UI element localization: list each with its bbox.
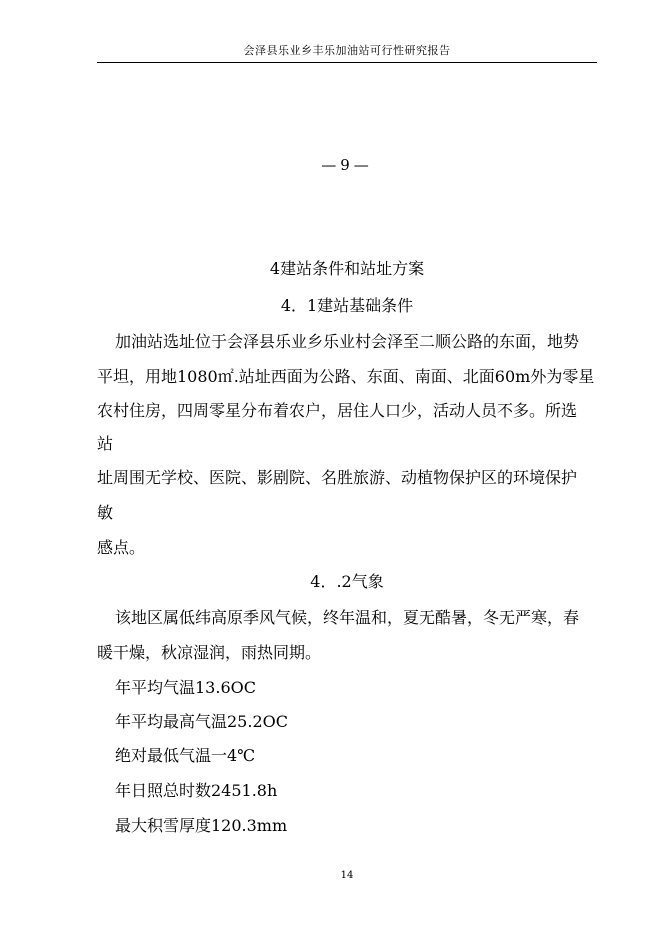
paragraph-line: 平坦，用地1080㎡.站址西面为公路、东面、南面、北面60m外为零星: [97, 367, 595, 386]
paragraph-line: 感点。: [97, 538, 146, 557]
paragraph-line: 暖干燥，秋凉湿润，雨热同期。: [97, 643, 322, 662]
climate-item: 年平均气温13.6OC: [115, 678, 256, 697]
subsection-title-basic-conditions: 4．1建站基础条件: [280, 296, 414, 315]
paragraph-line: 址周围无学校、医院、影剧院、名胜旅游、动植物保护区的环境保护: [97, 468, 578, 487]
subsection-title-climate: 4．.2气象: [310, 572, 384, 591]
paragraph-line: 农村住房，四周零星分布着农户，居住人口少，活动人员不多。所选: [97, 401, 578, 420]
running-header: 会泽县乐业乡丰乐加油站可行性研究报告: [243, 44, 451, 57]
climate-item: 年平均最高气温25.2OC: [115, 712, 288, 731]
paragraph-line: 敏: [97, 503, 114, 522]
header-rule: [97, 62, 597, 63]
page-number: 14: [340, 870, 354, 881]
paragraph-line: 站: [97, 434, 114, 453]
climate-item: 最大积雪厚度120.3mm: [115, 816, 288, 835]
climate-item: 年日照总时数2451.8h: [115, 781, 278, 800]
climate-item: 绝对最低气温一4℃: [115, 746, 256, 765]
paragraph-line: 该地区属低纬高原季风气候，终年温和，夏无酷暑，冬无严寒，春: [115, 608, 580, 627]
paragraph-line: 加油站选址位于会泽县乐业乡乐业村会泽至二顺公路的东面，地势: [115, 332, 580, 351]
page-marker: —9—: [321, 156, 373, 174]
chapter-title: 4建站条件和站址方案: [269, 259, 425, 278]
